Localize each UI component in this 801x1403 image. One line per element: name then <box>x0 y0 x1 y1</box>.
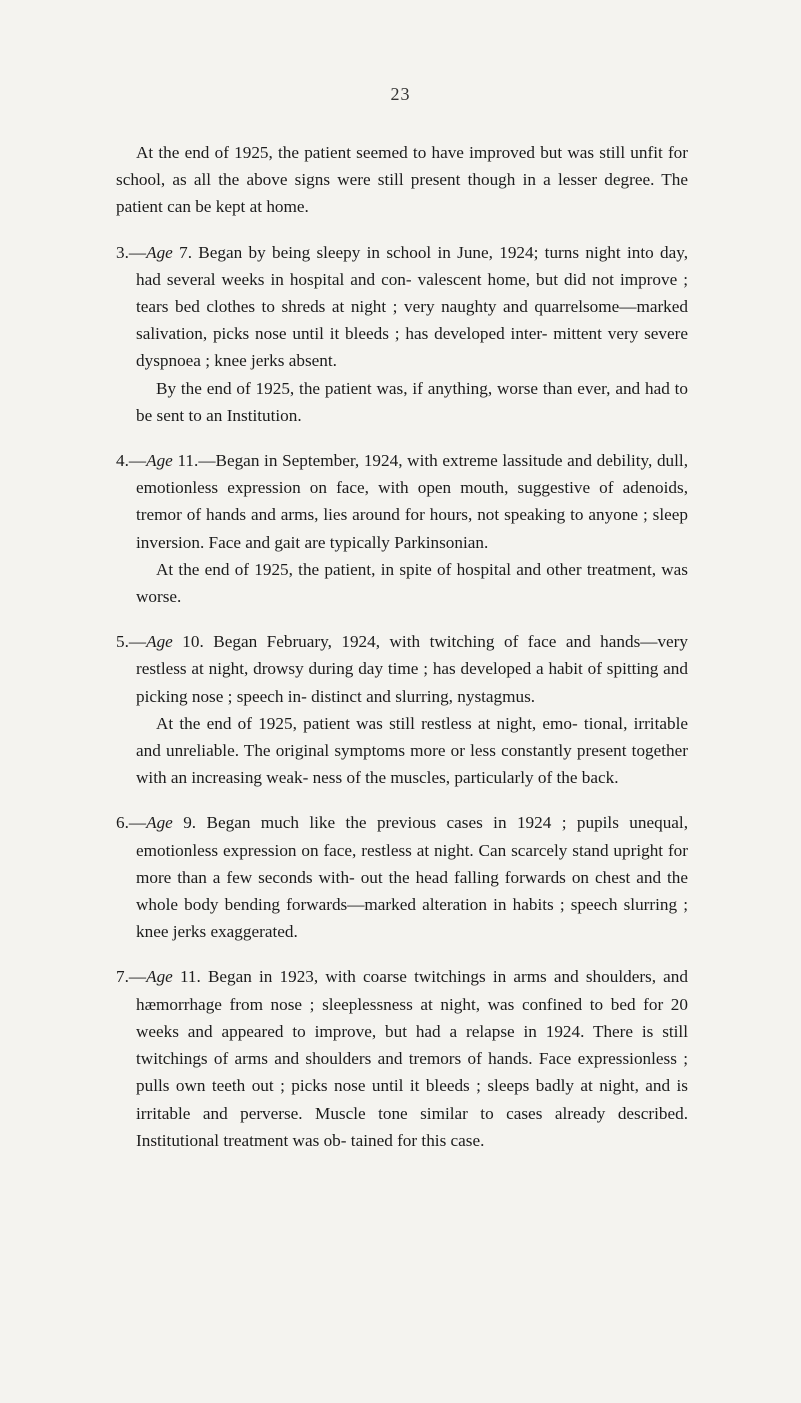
case-entry-7 <box>116 963 688 1153</box>
case-entry-6 <box>116 809 688 945</box>
age-label: Age <box>146 632 173 652</box>
age-value: 10. <box>172 632 204 652</box>
case-text: —Began in September, 1924, with extreme lassitude and debility, dull, emotionless expression on face, with open mouth, suggestive of adenoids, tremor of hands and arms, lies around for hours, not speaking to anyone ; sleep inversion. Face and gait are typically Parkinsonian. <box>136 451 688 552</box>
age-value: 11. <box>172 451 199 471</box>
case-followup: By the end of 1925, the patient was, if anything, worse than ever, and had to be sent to an Institution. <box>136 378 688 425</box>
case-followup: At the end of 1925, patient was still restless at night, emo- tional, irritable and unreliable. The original symptoms more or less constantly present together with an increasing weak- ness of the muscles, particularly of the back. <box>136 713 688 788</box>
case-number: 6. <box>116 813 129 833</box>
intro-paragraph: At the end of 1925, the patient seemed to have improved but was still unfit for school, as all the above signs were still present though in a lesser degree. The patient can be kept at home. <box>116 143 688 217</box>
case-paragraph <box>116 809 688 945</box>
case-text: Began much like the previous cases in 1924 ; pupils unequal, emotionless expression on face, restless at night. Can scarcely stand upright for more than a few seconds with- out the head falling forwards on chest and the whole body bending forwards—marked alteration in habits ; speech slurring ; knee jerks exaggerated. <box>136 813 688 942</box>
age-label: Age <box>146 242 173 262</box>
case-paragraph <box>116 447 688 556</box>
case-number: 7. <box>116 967 129 987</box>
age-value: 9. <box>172 813 197 833</box>
age-label: Age <box>146 813 173 833</box>
case-dash: — <box>128 451 147 471</box>
case-dash: — <box>128 632 147 652</box>
case-followup: At the end of 1925, the patient, in spite of hospital and other treatment, was worse. <box>136 559 688 607</box>
case-number: 4. <box>116 451 129 471</box>
case-text: Began by being sleepy in school in June, 1924; turns night into day, had several weeks in hospital and con- valescent home, but did not improve ; tears bed clothes to shreds at night ; very naughty and quarrelsome—marked salivation, picks nose until it bleeds ; has developed inter- mittent very severe dyspnoea ; knee jerks absent. <box>136 242 688 371</box>
case-paragraph <box>116 628 688 710</box>
case-dash: — <box>128 967 147 987</box>
case-dash: — <box>128 813 147 833</box>
page-number: 23 <box>390 84 411 104</box>
case-number: 5. <box>116 632 129 652</box>
case-number: 3. <box>116 242 129 262</box>
page-body <box>116 139 688 1154</box>
case-dash: — <box>128 242 147 262</box>
case-text: Began in 1923, with coarse twitchings in arms and shoulders, and hæmorrhage from nose ; sleeplessness at night, was confined to bed for 20 weeks and appeared to improve, but had a relapse in 1924. There is still twitchings of arms and shoulders and tremors of hands. Face expressionless ; pulls own teeth out ; picks nose until it bleeds ; sleeps badly at night, and is irritable and perverse. Muscle tone similar to cases already described. Institutional treatment was ob- tained for this case. <box>136 967 688 1150</box>
case-paragraph <box>116 963 688 1153</box>
case-entry-5 <box>116 628 688 791</box>
case-entry-4 <box>116 447 688 610</box>
age-label: Age <box>146 451 173 471</box>
case-paragraph <box>116 239 688 375</box>
age-value: 11. <box>172 967 201 987</box>
age-label: Age <box>146 967 173 987</box>
age-value: 7. <box>172 242 192 262</box>
case-entry-3 <box>116 239 688 429</box>
case-text: Began February, 1924, with twitching of face and hands—very restless at night, drowsy during day time ; has developed a habit of spitting and picking nose ; speech in- distinct and slurring, nystagmus. <box>136 632 688 706</box>
